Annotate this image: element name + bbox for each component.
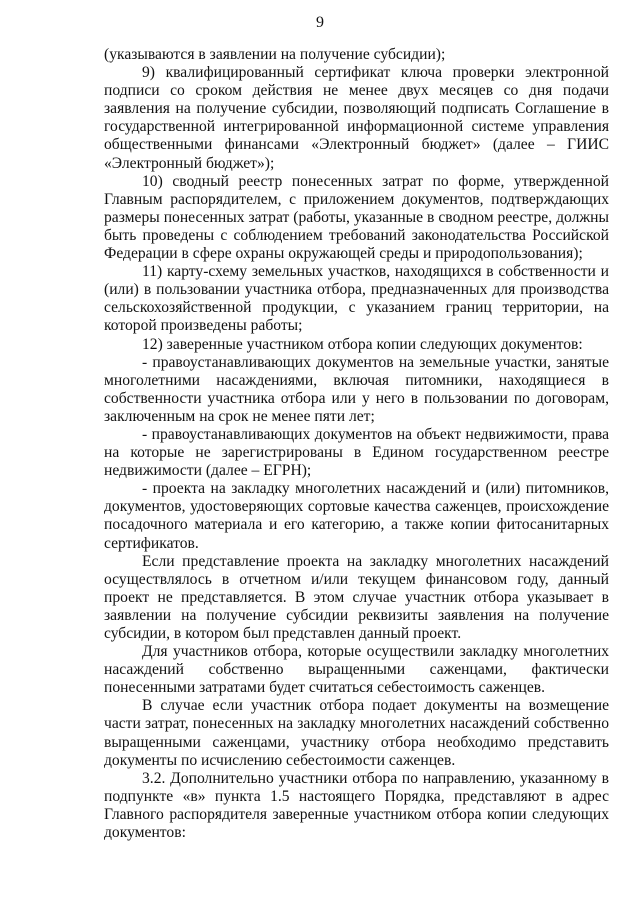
paragraph-item-11: 11) карту-схему земельных участков, находящихся в собственности и (или) в пользовании участника отбора, предназначенных для производства сельскохозяйственной продукции, с указанием границ территории, на которой произведены работы; (104, 263, 609, 335)
list-item-property-documents: - правоустанавливающих документов на объект недвижимости, права на которые не зарегистрированы в Едином государственном реестре недвижимости (далее – ЕГРН); (104, 425, 609, 480)
list-item-land-documents: - правоустанавливающих документов на земельные участки, занятые многолетними насаждениями, включая питомники, находящиеся в собственности участника отбора или у него в пользовании по договорам, заключенным на срок не менее пяти лет; (104, 353, 609, 425)
paragraph-own-seedlings: Для участников отбора, которые осуществили закладку многолетних насаждений собственно выращенными саженцами, фактически понесенными затратами будет считаться себестоимость саженцев. (104, 643, 609, 697)
list-item-project-documents: - проекта на закладку многолетних насаждений и (или) питомников, документов, удостоверяющих сортовые качества саженцев, происхождение посадочного материала и его категорию, а также копии фитосанитарных сертификатов. (104, 480, 609, 552)
paragraph-continuation: (указываются в заявлении на получение субсидии); (104, 46, 446, 63)
paragraph-cost-reimbursement: В случае если участник отбора подает документы на возмещение части затрат, понесенных на закладку многолетних насаждений собственно выращенными саженцами, участнику отбора необходимо представить документы по исчислению себестоимости саженцев. (104, 697, 609, 769)
page-number: 9 (316, 14, 324, 31)
paragraph-section-3-2: 3.2. Дополнительно участники отбора по направлению, указанному в подпункте «в» пункта 1.5 настоящего Порядка, представляют в адрес Главного распорядителя заверенные участником отбора копии следующих документов: (104, 769, 609, 842)
paragraph-item-9: 9) квалифицированный сертификат ключа проверки электронной подписи со сроком действия не менее двух месяцев со дня подачи заявления на получение субсидии, позволяющий подписать Соглашение в государственной интегрированной информационной системе управления общественными финансами «Электронный бюджет» (далее – ГИИС «Электронный бюджет»); (104, 64, 609, 172)
paragraph-item-12: 12) заверенные участником отбора копии следующих документов: (142, 335, 583, 353)
document-body (104, 46, 609, 842)
paragraph-item-10: 10) сводный реестр понесенных затрат по форме, утвержденной Главным распорядителем, с приложением документов, подтверждающих размеры понесенных затрат (работы, указанные в сводном реестре, должны быть проведены с соблюдением требований законодательства Российской Федерации в сфере охраны окружающей среды и природопользования); (104, 172, 609, 263)
paragraph-project-note: Если представление проекта на закладку многолетних насаждений осуществлялось в отчетном и/или текущем финансовом году, данный проект не представляется. В этом случае участник отбора указывает в заявлении на получение субсидии реквизиты заявления на получение субсидии, в котором был представлен данный проект. (104, 552, 609, 642)
